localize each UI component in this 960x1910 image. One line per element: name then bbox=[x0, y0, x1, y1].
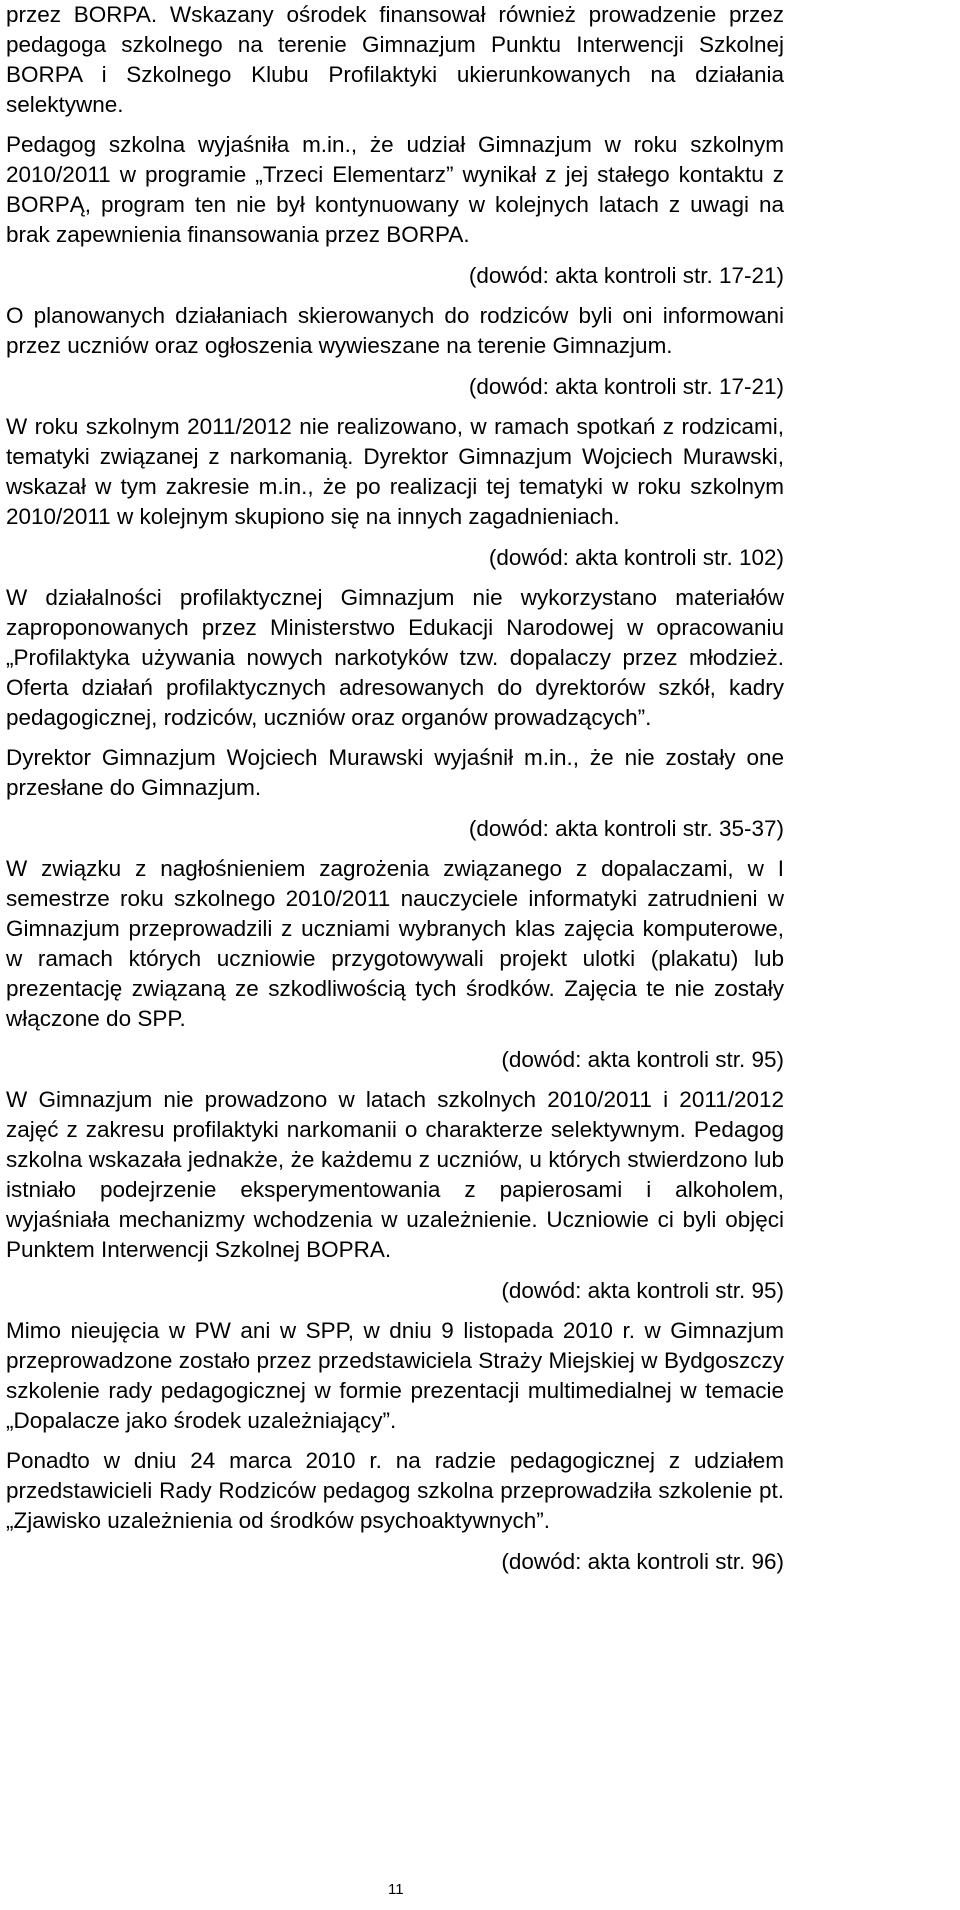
paragraph-pedagog-explanation: Pedagog szkolna wyjaśniła m.in., że udział Gimnazjum w roku szkolnym 2010/2011 w programie „Trzeci Elementarz” wynikał z jej stałego kontaktu z BORPĄ, program ten nie był kontynuowany w kolejnych latach z uwagi na brak zapewnienia finansowania przez BORPA. bbox=[6, 132, 784, 247]
evidence-reference: (dowód: akta kontroli str. 96) bbox=[501, 1549, 784, 1574]
paragraph-computer-classes: W związku z nagłośnieniem zagrożenia związanego z dopalaczami, w I semestrze roku szkolnego 2010/2011 nauczyciele informatyki zatrudnieni w Gimnazjum przeprowadzili z uczniami wybranych klas zajęcia komputerowe, w ramach których uczniowie przygotowywali projekt ulotki (plakatu) lub prezentację związaną ze szkodliwością tych środków. Zajęcia te nie zostały włączone do SPP. bbox=[6, 856, 784, 1031]
paragraph-borpa-funding: przez BORPA. Wskazany ośrodek finansował również prowadzenie przez pedagoga szkolnego na terenie Gimnazjum Punktu Interwencji Szkolnej BORPA i Szkolnego Klubu Profilaktyki ukierunkowanych na działania selektywne. bbox=[6, 2, 784, 117]
evidence-reference: (dowód: akta kontroli str. 95) bbox=[501, 1278, 784, 1303]
paragraph-men-materials: W działalności profilaktycznej Gimnazjum nie wykorzystano materiałów zaproponowanych przez Ministerstwo Edukacji Narodowej w opracowaniu „Profilaktyka używania nowych narkotyków tzw. dopalaczy przez młodzież. Oferta działań profilaktycznych adresowanych do dyrektorów szkół, kadry pedagogicznej, rodziców, uczniów oraz organów prowadzących”. bbox=[6, 585, 784, 730]
paragraph-city-guard-training: Mimo nieujęcia w PW ani w SPP, w dniu 9 listopada 2010 r. w Gimnazjum przeprowadzone zostało przez przedstawiciela Straży Miejskiej w Bydgoszczy szkolenie rady pedagogicznej w formie prezentacji multimedialnej w temacie „Dopalacze jako środek uzależniający”. bbox=[6, 1318, 784, 1433]
paragraph-school-year-2011-2012: W roku szkolnym 2011/2012 nie realizowano, w ramach spotkań z rodzicami, tematyki związanej z narkomanią. Dyrektor Gimnazjum Wojciech Murawski, wskazał w tym zakresie m.in., że po realizacji tej tematyki w roku szkolnym 2010/2011 w kolejnym skupiono się na innych zagadnieniach. bbox=[6, 414, 784, 529]
paragraph-selective-prevention: W Gimnazjum nie prowadzono w latach szkolnych 2010/2011 i 2011/2012 zajęć z zakresu profilaktyki narkomanii o charakterze selektywnym. Pedagog szkolna wskazała jednakże, że każdemu z uczniów, u których stwierdzono lub istniało podejrzenie eksperymentowania z papierosami i alkoholem, wyjaśniała mechanizmy wchodzenia w uzależnienie. Uczniowie ci byli objęci Punktem Interwencji Szkolnej BOPRA. bbox=[6, 1087, 784, 1262]
paragraph-director-explanation: Dyrektor Gimnazjum Wojciech Murawski wyjaśnił m.in., że nie zostały one przesłane do Gimnazjum. bbox=[6, 745, 784, 800]
evidence-reference: (dowód: akta kontroli str. 35-37) bbox=[468, 816, 784, 841]
evidence-reference: (dowód: akta kontroli str. 102) bbox=[488, 545, 784, 570]
evidence-reference: (dowód: akta kontroli str. 17-21) bbox=[468, 263, 784, 288]
evidence-reference: (dowód: akta kontroli str. 95) bbox=[501, 1047, 784, 1072]
evidence-reference: (dowód: akta kontroli str. 17-21) bbox=[468, 374, 784, 399]
document-page bbox=[6, 0, 784, 1577]
page-number: 11 bbox=[388, 1881, 404, 1898]
paragraph-parents-information: O planowanych działaniach skierowanych do rodziców byli oni informowani przez uczniów oraz ogłoszenia wywieszane na terenie Gimnazjum. bbox=[6, 303, 784, 358]
paragraph-pedagogical-council-training: Ponadto w dniu 24 marca 2010 r. na radzie pedagogicznej z udziałem przedstawicieli Rady Rodziców pedagog szkolna przeprowadziła szkolenie pt. „Zjawisko uzależnienia od środków psychoaktywnych”. bbox=[6, 1448, 784, 1533]
